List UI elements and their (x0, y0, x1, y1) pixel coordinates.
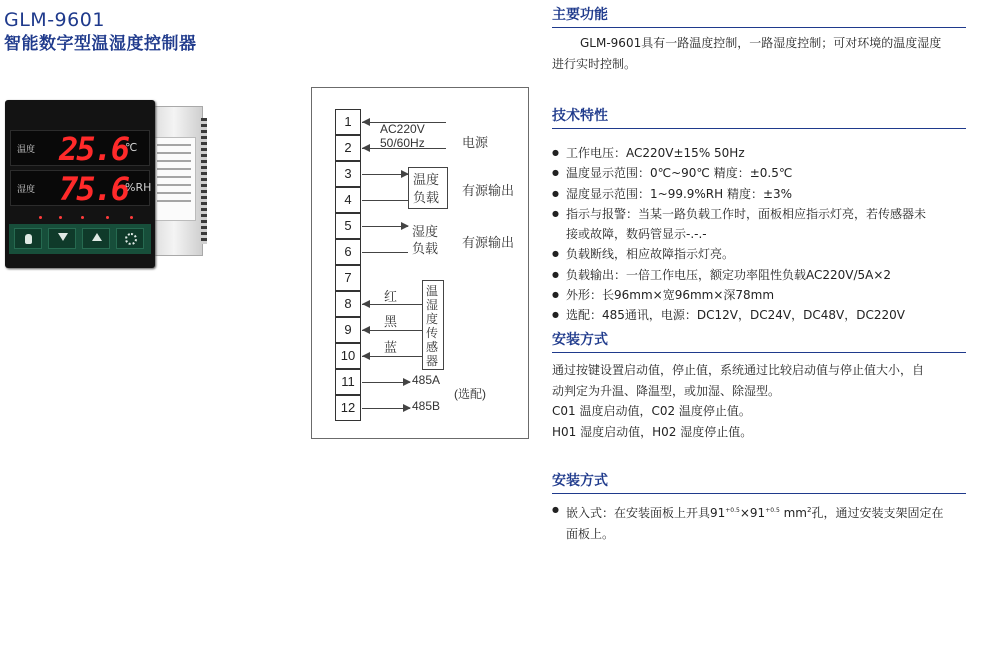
hum-load-label-1: 湿度 (412, 224, 439, 239)
optional-label: (选配) (454, 387, 486, 401)
indicator-leds (13, 210, 147, 222)
wire-red-label: 红 (384, 289, 398, 304)
temp-load-label-1: 温度 (413, 172, 440, 187)
section-specs (552, 106, 966, 129)
hum-load-wire-2 (362, 252, 408, 253)
active-output-label-1: 有源输出 (462, 183, 515, 198)
terminal-8: 8 (335, 291, 361, 317)
up-key-icon (82, 228, 110, 249)
install-text-continuation: 面板上。 (566, 527, 615, 541)
terminal-7: 7 (335, 265, 361, 291)
list-item-text: 负载输出：一倍工作电压，额定功率阻性负载AC220V/5A×2 (566, 267, 892, 282)
operation-line-4: H01 湿度启动值，H02 湿度停止值。 (552, 424, 753, 439)
list-item-continuation: 接或故障，数码管显示-.-.- (566, 227, 707, 242)
model-number: GLM-9601 (4, 9, 105, 31)
set-key-icon (116, 228, 144, 249)
temperature-display-label: 温度 (17, 145, 36, 155)
operation-line-2: 动判定为升温、降温型，或加湿、除湿型。 (552, 383, 781, 398)
list-item-text: 温度显示范围：0℃~90℃ 精度：±0.5℃ (566, 166, 793, 181)
blue-wire (362, 356, 422, 357)
wire-blue-label: 蓝 (384, 340, 398, 355)
section-install (552, 471, 966, 494)
product-title (4, 8, 197, 56)
sensor-char-4: 传 (426, 326, 439, 340)
section-operation (552, 330, 966, 353)
functions-line-1: GLM-9601具有一路温度控制，一路湿度控制；可对环境的温度湿度 (580, 36, 942, 50)
device-keypad (9, 224, 151, 254)
power-label: 电源 (462, 135, 489, 150)
black-wire (362, 330, 422, 331)
terminal-6: 6 (335, 239, 361, 265)
operation-line-1: 通过按键设置启动值，停止值，系统通过比较启动值与停止值大小，自 (552, 363, 925, 377)
temp-load-label-2: 负载 (413, 190, 440, 205)
arrow-left-icon (362, 144, 370, 152)
device-side-label (152, 137, 196, 221)
device-front-panel (5, 100, 155, 268)
section-heading: 主要功能 (552, 7, 608, 23)
humidity-display-label: 湿度 (17, 185, 36, 195)
sensor-char-6: 器 (426, 354, 439, 368)
section-divider (552, 128, 966, 129)
section-main-functions (552, 5, 966, 28)
temp-load-wire-2 (362, 200, 408, 201)
list-item (552, 244, 972, 264)
install-list (552, 500, 972, 545)
install-text-mm: mm (779, 506, 807, 520)
terminal-2: 2 (335, 135, 361, 161)
list-item-text: 外形：长96mm×宽96mm×深78mm (566, 288, 775, 303)
list-item (552, 285, 972, 305)
product-name: 智能数字型温湿度控制器 (4, 34, 197, 54)
arrow-left-icon (362, 352, 370, 360)
led-icon (106, 216, 109, 219)
arrow-left-icon (362, 300, 370, 308)
section-heading: 技术特性 (552, 108, 608, 124)
list-item (552, 265, 972, 285)
led-icon (81, 216, 84, 219)
hum-load-label-2: 负载 (412, 241, 439, 256)
led-icon (39, 216, 42, 219)
list-item (552, 204, 972, 245)
wire-black-label: 黑 (384, 314, 398, 329)
temperature-display-value: 25.6 (59, 130, 129, 168)
list-item-text: 负载断线，相应故障指示灯亮。 (566, 247, 735, 262)
install-text-prefix: 嵌入式：在安装面板上开具91 (566, 506, 726, 520)
arrow-left-icon (362, 118, 370, 126)
list-item (552, 143, 972, 163)
operation-line-3: C01 温度启动值，C02 温度停止值。 (552, 404, 751, 418)
list-item (552, 163, 972, 183)
sensor-char-2: 湿 (426, 298, 439, 312)
list-item (552, 305, 972, 325)
terminal-3: 3 (335, 161, 361, 187)
wiring-diagram (311, 87, 529, 439)
install-tolerance-1: +0.5 (725, 507, 740, 514)
humidity-display-value: 75.6 (59, 170, 129, 208)
section-heading: 安装方式 (552, 473, 608, 489)
terminal-1: 1 (335, 109, 361, 135)
terminal-12: 12 (335, 395, 361, 421)
ac-frequency-label: 50/60Hz (380, 136, 425, 150)
controller-device-image (5, 100, 200, 270)
humidity-display (10, 170, 150, 206)
arrow-right-icon (403, 378, 411, 386)
sensor-char-5: 感 (426, 340, 439, 354)
rs485b-label: 485B (412, 399, 441, 413)
device-terminal-ribs (201, 118, 207, 244)
section-divider (552, 493, 966, 494)
list-item (552, 184, 972, 204)
ac-voltage-label: AC220V (380, 122, 425, 136)
temperature-display (10, 130, 150, 166)
specs-list (552, 143, 972, 326)
led-icon (59, 216, 62, 219)
install-text-times: ×91 (739, 506, 766, 520)
section-divider (552, 27, 966, 28)
arrow-left-icon (362, 326, 370, 334)
list-item-text: 指示与报警：当某一路负载工作时，面板相应指示灯亮，若传感器未 (566, 206, 927, 221)
humidity-display-unit: %RH (125, 181, 152, 194)
down-key-icon (48, 228, 76, 249)
terminal-4: 4 (335, 187, 361, 213)
install-squared: 2 (806, 506, 812, 514)
terminal-10: 10 (335, 343, 361, 369)
terminal-5: 5 (335, 213, 361, 239)
arrow-right-icon (401, 222, 409, 230)
sensor-char-3: 度 (426, 312, 439, 326)
functions-line-2: 进行实时控制。 (552, 57, 637, 71)
rs485a-label: 485A (412, 373, 441, 387)
section-heading: 安装方式 (552, 332, 608, 348)
list-item-text: 选配：485通讯，电源：DC12V，DC24V，DC48V，DC220V (566, 308, 905, 323)
active-output-label-2: 有源输出 (462, 235, 515, 250)
terminal-11: 11 (335, 369, 361, 395)
manual-key-icon (14, 228, 42, 249)
operation-text (552, 360, 974, 442)
arrow-right-icon (403, 404, 411, 412)
install-tolerance-2: +0.5 (765, 507, 780, 514)
list-item (552, 500, 972, 545)
install-text-suffix: 孔，通过安装支架固定在 (811, 506, 944, 520)
section-divider (552, 352, 966, 353)
terminal-9: 9 (335, 317, 361, 343)
sensor-char-1: 温 (426, 284, 439, 298)
led-icon (130, 216, 133, 219)
list-item-text: 工作电压：AC220V±15% 50Hz (566, 146, 745, 160)
list-item-text: 湿度显示范围：1~99.9%RH 精度：±3% (566, 186, 793, 201)
temperature-display-unit: ℃ (125, 141, 138, 154)
functions-text (552, 33, 974, 75)
